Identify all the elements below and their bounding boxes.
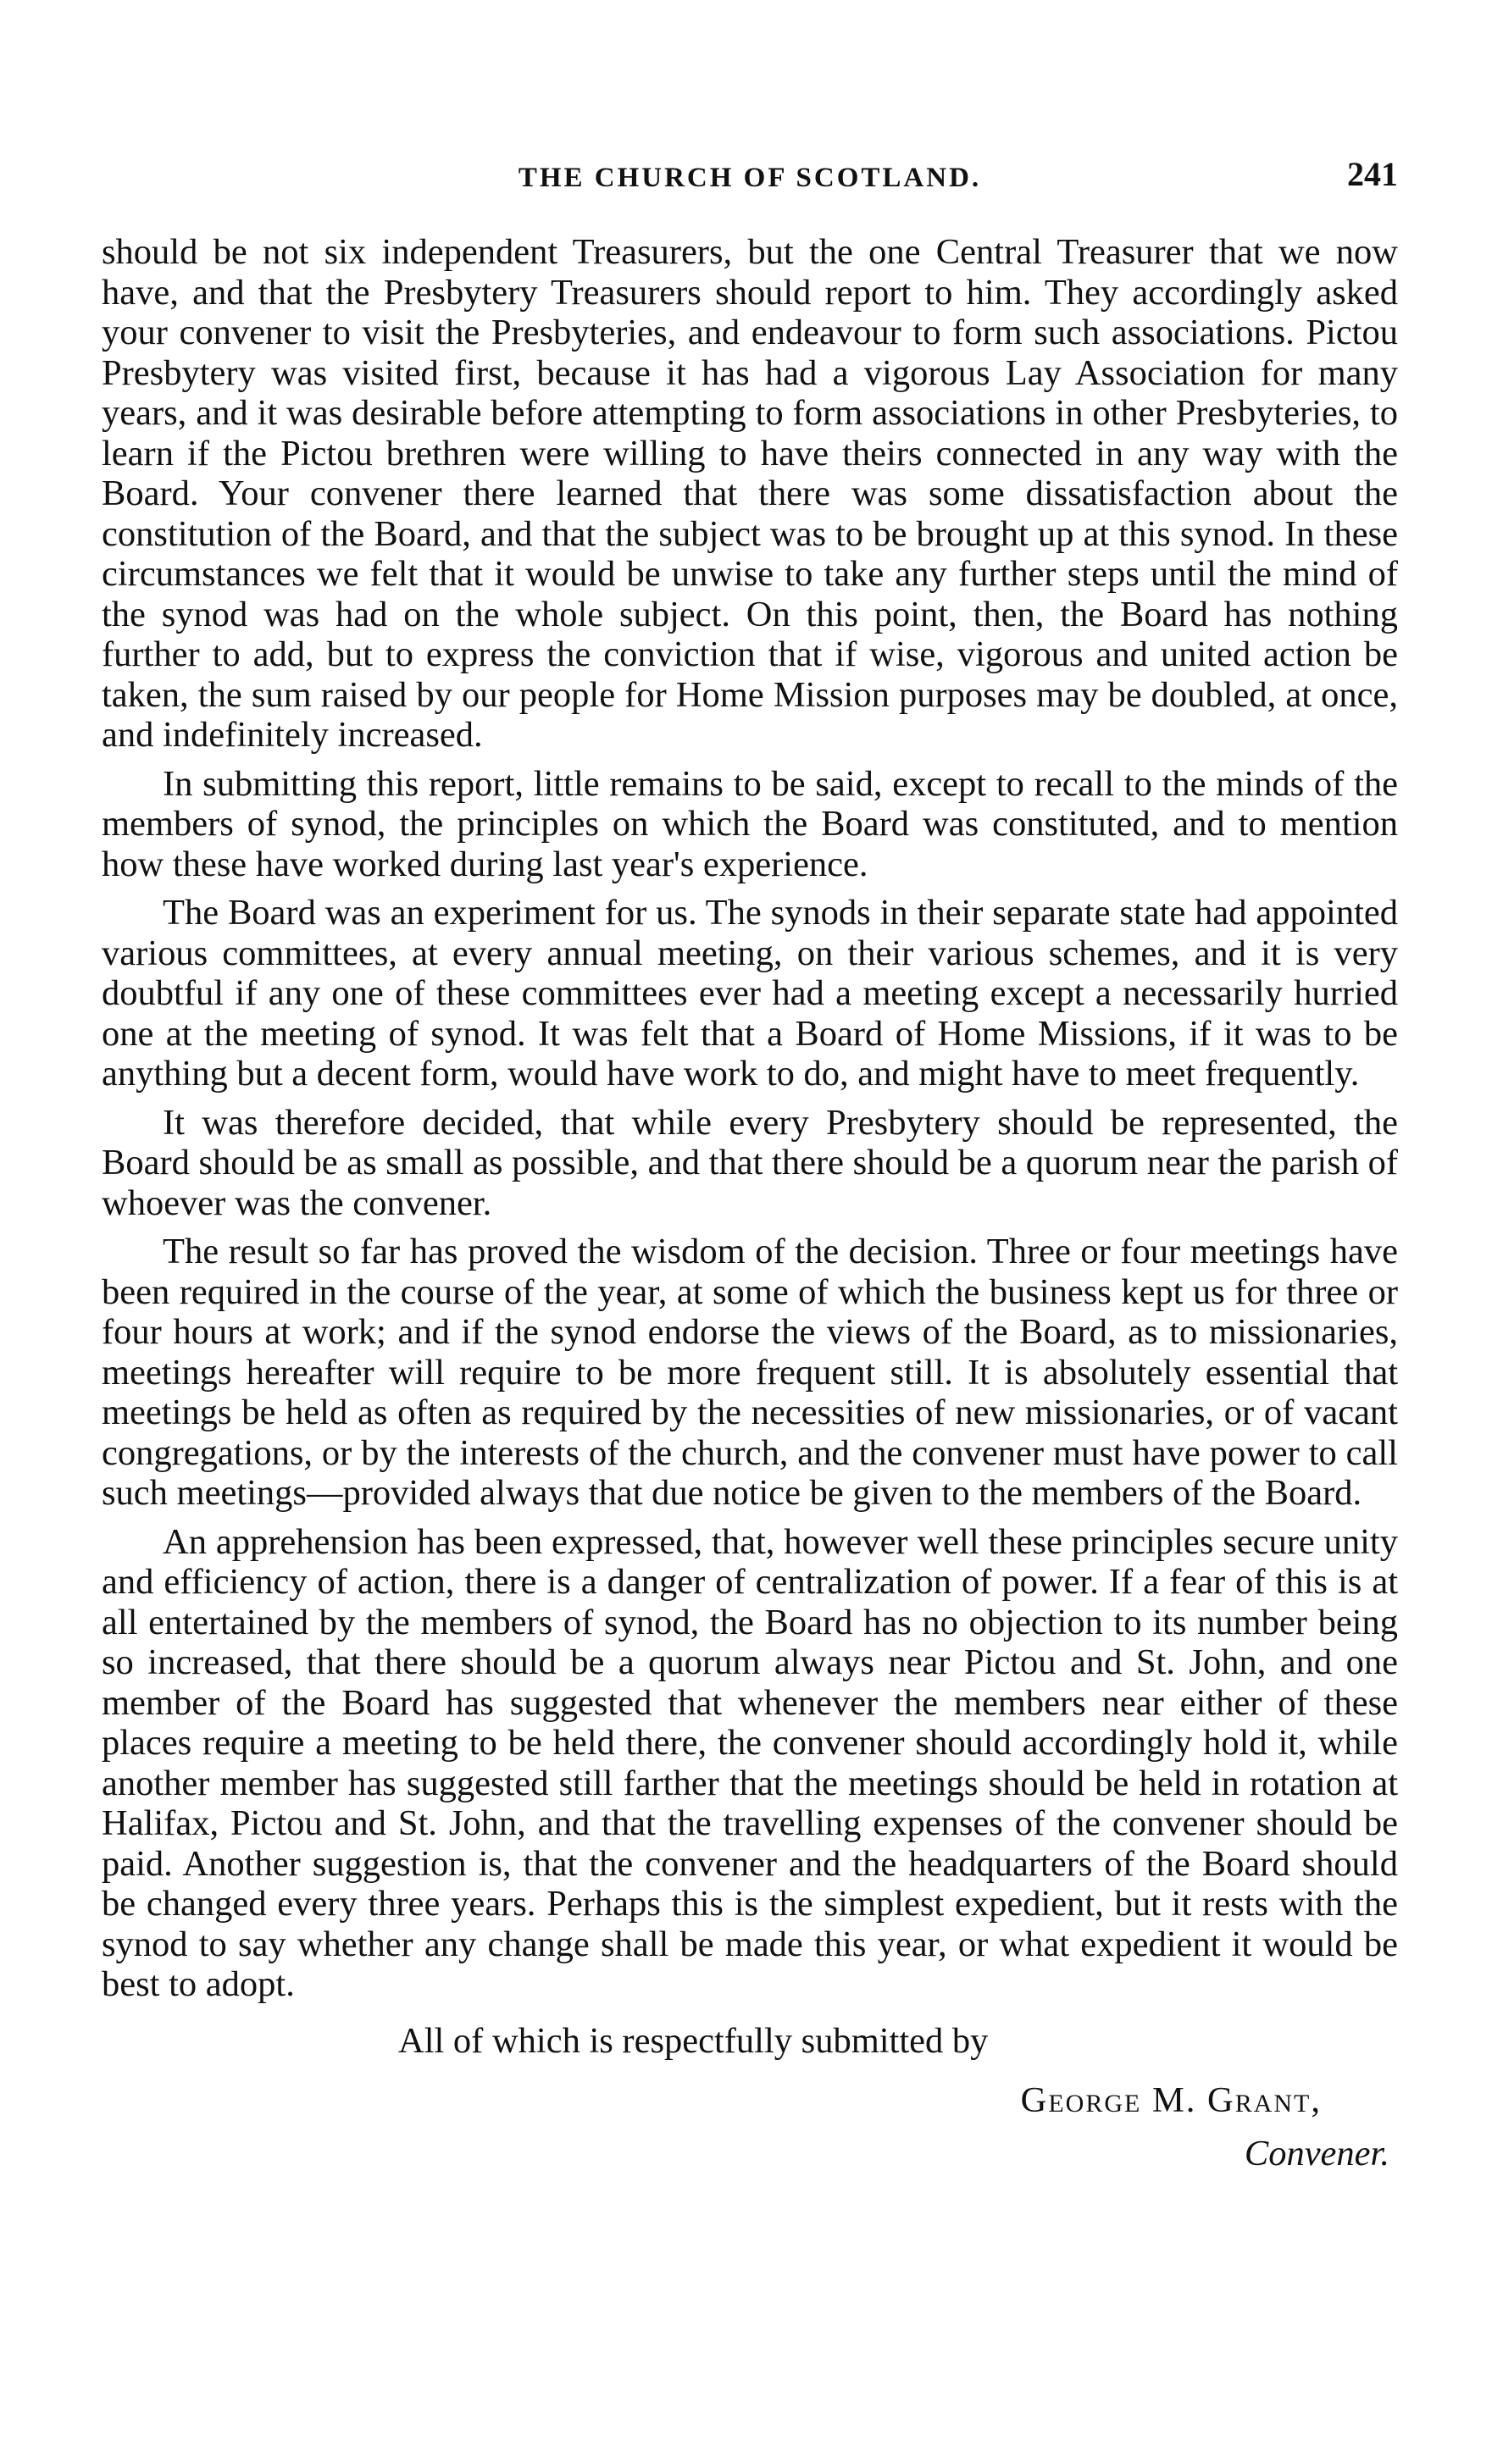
running-head: [102, 144, 1398, 195]
running-title: THE CHURCH OF SCOTLAND.: [518, 163, 982, 193]
closing-line: All of which is respectfully submitted by: [398, 2020, 989, 2061]
body-text: [102, 232, 1398, 2005]
paragraph-3: The Board was an experiment for us. The synods in their separate state had appointed various committees, at every annual meeting, on their various schemes, and it is very doubtful if any one of these committees ever had a meeting except a necessarily hurried one at the meeting of synod. It was felt that a Board of Home Missions, if it was to be anything but a decent form, would have work to do, and might have to meet frequently.: [102, 893, 1398, 1094]
signature-name: George M. Grant,: [1020, 2079, 1322, 2120]
paragraph-2: In submitting this report, little remains to be said, except to recall to the minds of the members of synod, the principles on which the Board was constituted, and to mention how these have worked during last year's experience.: [102, 763, 1398, 884]
paragraph-5: The result so far has proved the wisdom of the decision. Three or four meetings have been required in the course of the year, at some of which the business kept us for three or four hours at work; and if the synod endorse the views of the Board, as to missionaries, meetings hereafter will require to be more frequent still. It is absolutely essential that meetings be held as often as required by the necessities of new missionaries, or of vacant congregations, or by the interests of the church, and the convener must have power to call such meetings—provided always that due notice be given to the members of the Board.: [102, 1232, 1398, 1513]
paragraph-6: An apprehension has been expressed, that, however well these principles secure unity and efficiency of action, there is a danger of centralization of power. If a fear of this is at all entertained by the members of synod, the Board has no objection to its number being so increased, that there should be a quorum always near Pictou and St. John, and one member of the Board has suggested that whenever the members near either of these places require a meeting to be held there, the convener should accordingly hold it, while another member has suggested still farther that the meetings should be held in rotation at Halifax, Pictou and St. John, and that the travelling expenses of the convener should be paid. Another suggestion is, that the convener and the headquarters of the Board should be changed every three years. Perhaps this is the simplest expedient, but it rests with the synod to say whether any change shall be made this year, or what expedient it would be best to adopt.: [102, 1521, 1398, 2004]
page-number: 241: [1347, 155, 1398, 193]
paragraph-1: should be not six independent Treasurers, but the one Central Treasurer that we now have, and that the Presbytery Treasurers should report to him. They accordingly asked your convener to visit the Presbyteries, and endeavour to form such associations. Pictou Presbytery was visited first, because it has had a vigorous Lay Association for many years, and it was desirable before attempting to form associations in other Presbyteries, to learn if the Pictou brethren were willing to have theirs connected in any way with the Board. Your convener there learned that there was some dissatisfaction about the constitution of the Board, and that the subject was to be brought up at this synod. In these circumstances we felt that it would be unwise to take any further steps until the mind of the synod was had on the whole subject. On this point, then, the Board has nothing further to add, but to express the conviction that if wise, vigorous and united action be taken, the sum raised by our people for Home Mission purposes may be doubled, at once, and indefinitely increased.: [102, 232, 1398, 755]
signature-title: Convener.: [1244, 2133, 1389, 2173]
document-page: [102, 144, 1398, 2174]
paragraph-4: It was therefore decided, that while every Presbytery should be represented, the Board should be as small as possible, and that there should be a quorum near the parish of whoever was the convener.: [102, 1102, 1398, 1223]
